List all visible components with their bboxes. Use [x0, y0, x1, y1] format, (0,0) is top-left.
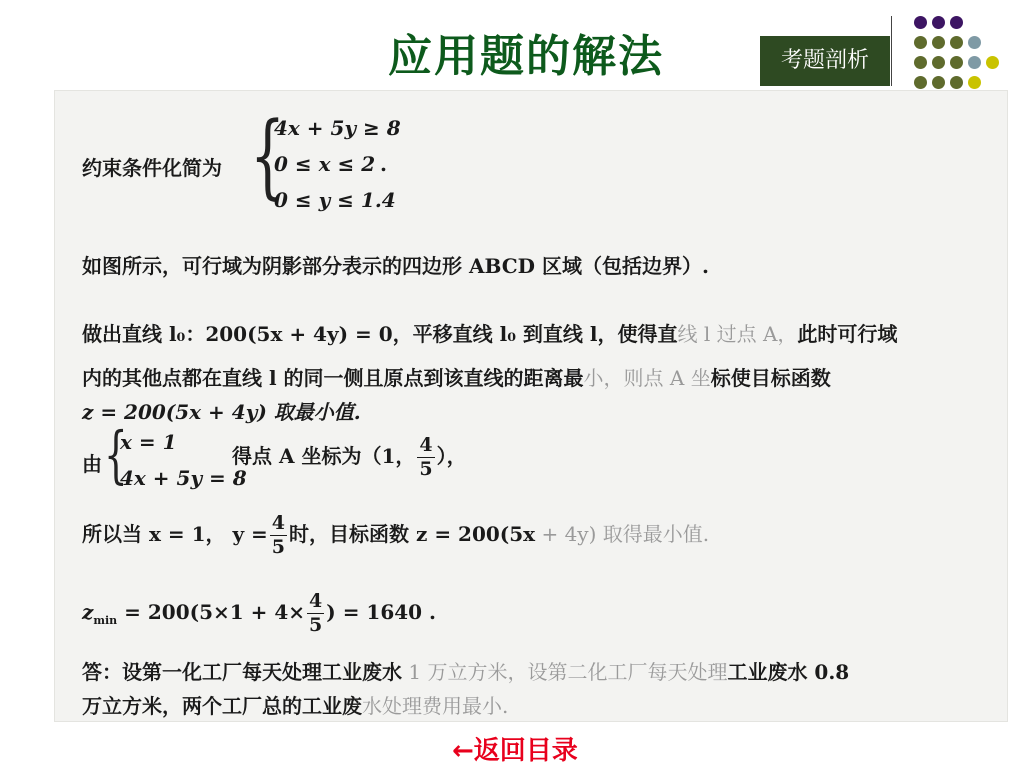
- draw-line-b: 线 l 过点 A，: [677, 322, 798, 346]
- solution-scan: [54, 90, 1008, 722]
- constraint-brace: {: [250, 102, 286, 209]
- point-a-text: [232, 436, 467, 479]
- answer1-a: 答：设第一化工厂每天处理工业废水: [82, 660, 402, 684]
- page-title: 应用题的解法: [388, 31, 664, 82]
- decor-dot: [950, 16, 963, 29]
- zmin-text: [82, 592, 436, 635]
- point-fraction: [417, 436, 434, 479]
- decor-dot: [932, 56, 945, 69]
- draw-line-text: [82, 318, 897, 347]
- fraction-numerator: 4: [309, 590, 323, 612]
- zmin-fraction: [307, 592, 324, 635]
- decor-dot: [950, 76, 963, 89]
- constraint-3: 0 ≤ y ≤ 1.4: [274, 188, 396, 212]
- constraint-intro: 约束条件化简为: [82, 156, 222, 180]
- system-prefix: 由: [82, 452, 102, 476]
- draw-line-a: 做出直线 l₀：200(5x + 4y) = 0，平移直线 l₀ 到直线 l，使得直: [82, 322, 678, 346]
- fraction-numerator: 4: [271, 512, 286, 534]
- zmin-subscript: min: [93, 614, 118, 627]
- decor-dot: [950, 36, 963, 49]
- system-eq-1: x = 1: [120, 430, 177, 454]
- constraint-1: 4x + 5y ≥ 8: [274, 116, 401, 140]
- section-badge: 考题剖析: [760, 36, 890, 86]
- decor-dot: [914, 56, 927, 69]
- when-b: 时，目标函数 z = 200(5x: [289, 522, 536, 546]
- fraction-denominator: 5: [309, 614, 323, 636]
- fraction-denominator: 5: [271, 536, 286, 558]
- zmin-b: = 200(5×1 + 4×: [117, 600, 306, 624]
- minimum-condition-text: [82, 514, 709, 557]
- answer1-c: 工业废水 0.8: [727, 660, 850, 684]
- answer2-a: 万立方米，两个工厂总的工业废: [82, 694, 362, 718]
- when-c: + 4y) 取得最小值.: [535, 522, 710, 546]
- inner-a: 内的其他点都在直线 l 的同一侧且原点到该直线的距离最: [82, 366, 584, 390]
- when-a: 所以当 x = 1， y =: [82, 522, 268, 546]
- answer-line-1: [82, 656, 849, 685]
- zmin-symbol: z: [82, 600, 94, 624]
- system-brace: {: [104, 418, 128, 491]
- decor-dot: [932, 76, 945, 89]
- constraint-end: .: [380, 152, 387, 176]
- decor-dot: [968, 76, 981, 89]
- inner-points-text: [82, 362, 831, 391]
- back-to-contents-link[interactable]: ←返回目录: [452, 736, 578, 766]
- fraction-numerator: 4: [419, 434, 433, 456]
- answer-line-2: [82, 690, 508, 719]
- region-text: 如图所示，可行域为阴影部分表示的四边形 ABCD 区域（包括边界）.: [82, 254, 709, 278]
- answer2-b: 水处理费用最小.: [362, 694, 509, 718]
- decor-dot: [968, 36, 981, 49]
- decor-dot: [986, 56, 999, 69]
- decor-dot: [914, 76, 927, 89]
- decor-dot: [950, 56, 963, 69]
- inner-c: 标使目标函数: [710, 366, 831, 390]
- decor-dot: [914, 36, 927, 49]
- zmin-c: ) = 1640 .: [326, 600, 437, 624]
- constraint-2: 0 ≤ x ≤ 2: [274, 152, 376, 176]
- objective-text: z = 200(5x + 4y) 取最小值.: [82, 400, 361, 424]
- point-label: 得点 A 坐标为（1，: [232, 444, 416, 468]
- answer1-b: 1 万立方米，设第二化工厂每天处理: [402, 660, 728, 684]
- decor-dot: [968, 56, 981, 69]
- system-eq-2: 4x + 5y = 8: [120, 466, 247, 490]
- point-end: ），: [436, 444, 467, 468]
- decor-dot: [914, 16, 927, 29]
- when-fraction: [270, 514, 287, 557]
- decor-dot: [932, 36, 945, 49]
- inner-b: 小，则点 A 坐: [583, 366, 711, 390]
- decor-divider: [891, 16, 892, 86]
- decor-dot: [932, 16, 945, 29]
- fraction-denominator: 5: [419, 458, 433, 480]
- draw-line-c: 此时可行域: [797, 322, 898, 346]
